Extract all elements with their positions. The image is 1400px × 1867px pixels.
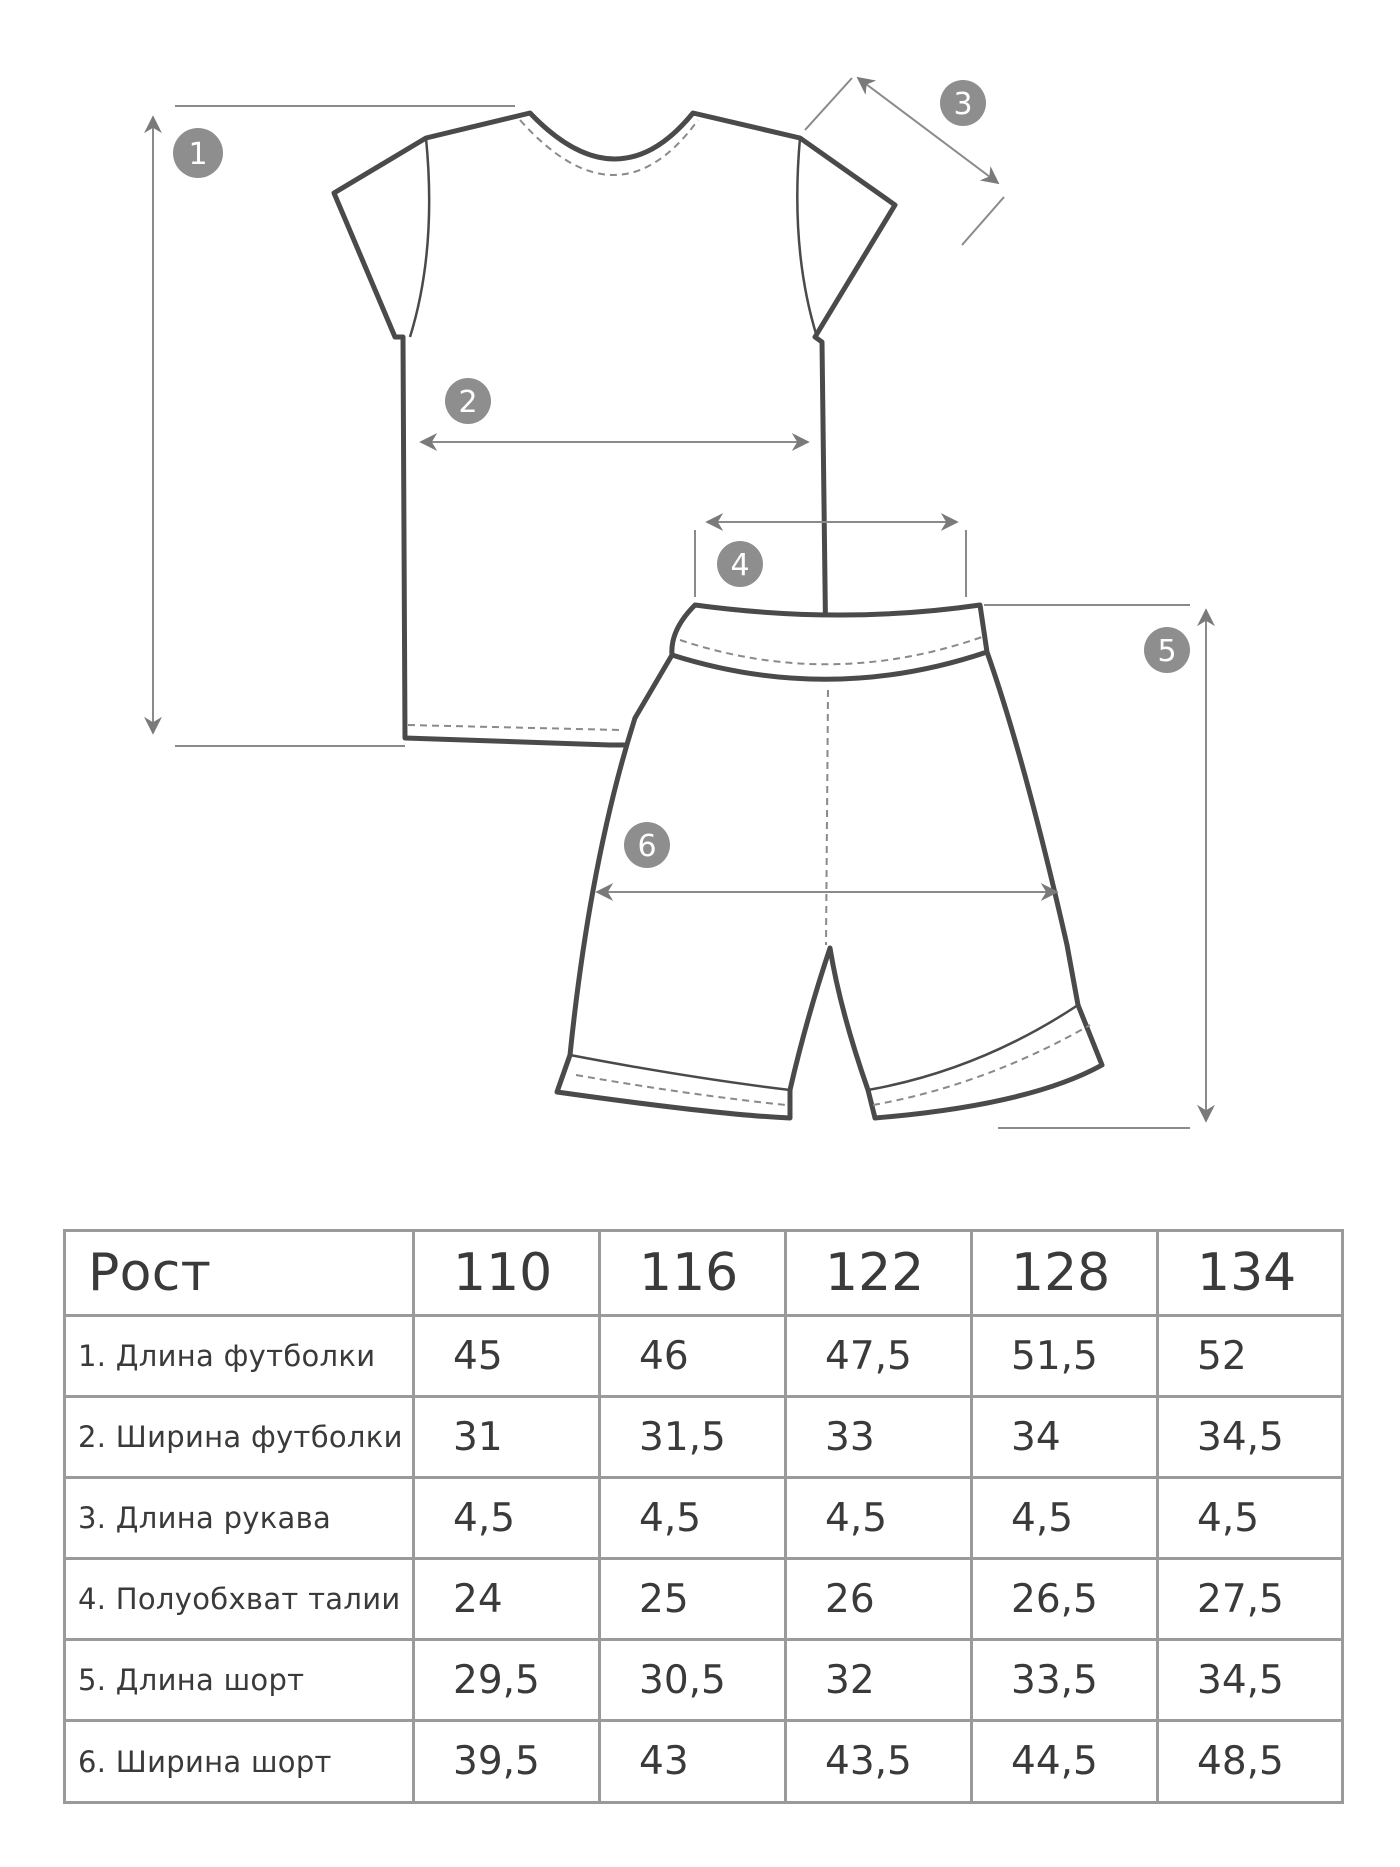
- table-cell: 34,5: [1158, 1640, 1343, 1721]
- marker-4: [717, 541, 763, 587]
- marker-5: [1144, 627, 1190, 673]
- table-cell: 44,5: [972, 1721, 1158, 1803]
- table-row: [65, 1397, 1343, 1478]
- table-cell: 43: [600, 1721, 786, 1803]
- table-cell: 26: [786, 1559, 972, 1640]
- marker-1: [173, 128, 223, 178]
- table-cell: 4,5: [972, 1478, 1158, 1559]
- table-cell: 34: [972, 1397, 1158, 1478]
- table-cell: 43,5: [786, 1721, 972, 1803]
- table-cell: 33: [786, 1397, 972, 1478]
- table-row: [65, 1721, 1343, 1803]
- table-cell: 24: [414, 1559, 600, 1640]
- marker-3-label: 3: [953, 87, 973, 122]
- marker-4-label: 4: [730, 548, 750, 583]
- table-cell: 29,5: [414, 1640, 600, 1721]
- table-row: [65, 1640, 1343, 1721]
- table-cell: 4,5: [414, 1478, 600, 1559]
- table-cell: 46: [600, 1316, 786, 1397]
- marker-3: [940, 80, 986, 126]
- table-cell: 34,5: [1158, 1397, 1343, 1478]
- table-header-row: [65, 1231, 1343, 1316]
- table-cell: 4,5: [600, 1478, 786, 1559]
- marker-5-label: 5: [1157, 634, 1177, 669]
- table-cell: 45: [414, 1316, 600, 1397]
- table-cell: 52: [1158, 1316, 1343, 1397]
- marker-2: [445, 378, 491, 424]
- header-label: Рост: [65, 1231, 414, 1316]
- row-label: 3. Длина рукава: [65, 1478, 414, 1559]
- row-label: 4. Полуобхват талии: [65, 1559, 414, 1640]
- table-row: [65, 1478, 1343, 1559]
- table-cell: 27,5: [1158, 1559, 1343, 1640]
- table-cell: 4,5: [1158, 1478, 1343, 1559]
- table-cell: 47,5: [786, 1316, 972, 1397]
- row-label: 2. Ширина футболки: [65, 1397, 414, 1478]
- size-header: 128: [972, 1231, 1158, 1316]
- marker-1-label: 1: [188, 137, 208, 172]
- table-cell: 31: [414, 1397, 600, 1478]
- table-cell: 4,5: [786, 1478, 972, 1559]
- table-cell: 30,5: [600, 1640, 786, 1721]
- table-cell: 26,5: [972, 1559, 1158, 1640]
- size-table: [63, 1229, 1344, 1804]
- table-cell: 32: [786, 1640, 972, 1721]
- size-header: 134: [1158, 1231, 1343, 1316]
- marker-6-label: 6: [637, 829, 657, 864]
- marker-6: [624, 822, 670, 868]
- table-cell: 33,5: [972, 1640, 1158, 1721]
- row-label: 1. Длина футболки: [65, 1316, 414, 1397]
- table-cell: 48,5: [1158, 1721, 1343, 1803]
- table-cell: 39,5: [414, 1721, 600, 1803]
- size-header: 122: [786, 1231, 972, 1316]
- size-header: 110: [414, 1231, 600, 1316]
- table-cell: 31,5: [600, 1397, 786, 1478]
- row-label: 5. Длина шорт: [65, 1640, 414, 1721]
- table-row: [65, 1316, 1343, 1397]
- row-label: 6. Ширина шорт: [65, 1721, 414, 1803]
- table-cell: 25: [600, 1559, 786, 1640]
- table-cell: 51,5: [972, 1316, 1158, 1397]
- marker-2-label: 2: [458, 385, 478, 420]
- table-row: [65, 1559, 1343, 1640]
- size-header: 116: [600, 1231, 786, 1316]
